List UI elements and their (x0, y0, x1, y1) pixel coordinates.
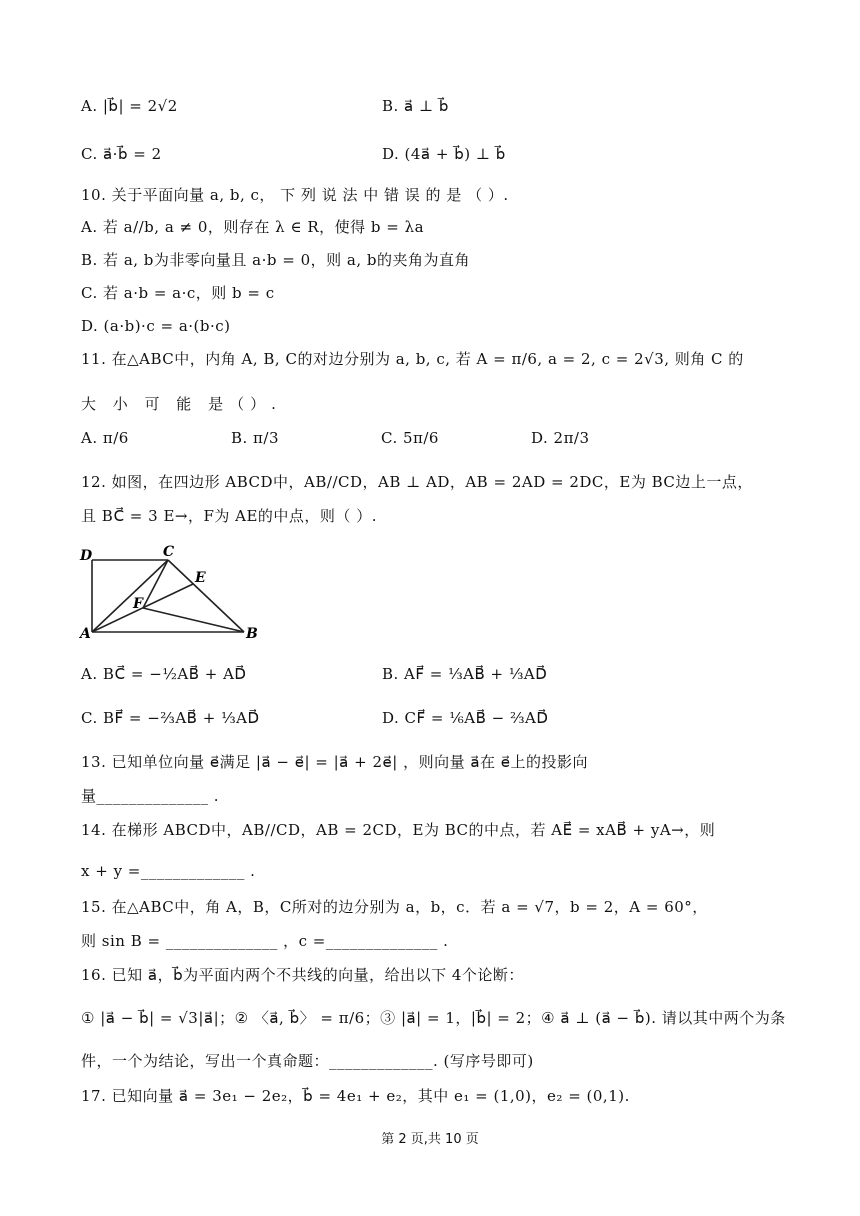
q9-option-c: C. a⃗·b⃗ = 2 (81, 145, 162, 163)
q12-stem: 12. 如图，在四边形 ABCD中，AB//CD，AB ⊥ AD，AB = 2AD = 2DC，E为 BC边上一点， (81, 473, 753, 491)
label-f: F (133, 596, 143, 612)
label-a: A (80, 626, 91, 642)
q16-stem-cont-2: 件，一个为结论，写出一个真命题：_____________. (写序号即可) (81, 1052, 534, 1070)
q16-stem: 16. 已知 a⃗，b⃗为平面内两个不共线的向量，给出以下 4个论断： (81, 966, 524, 984)
q11-option-c: C. 5π/6 (381, 429, 439, 447)
q11-stem: 11. 在△ABC中，内角 A, B, C的对边分别为 a, b, c, 若 A = π/6, a = 2, c = 2√3, 则角 C 的 (81, 350, 744, 368)
segment-fb (143, 608, 244, 632)
q9-option-d: D. (4a⃗ + b⃗) ⊥ b⃗ (382, 145, 506, 163)
label-b: B (246, 626, 258, 642)
q15-stem: 15. 在△ABC中，角 A，B，C所对的边分别为 a，b，c．若 a = √7，b = 2，A = 60°， (81, 898, 708, 916)
q10-option-b: B. 若 a, b为非零向量且 a·b = 0，则 a, b的夹角为直角 (81, 251, 470, 269)
quadrilateral-figure (78, 540, 268, 650)
q11-option-d: D. 2π/3 (531, 429, 590, 447)
q10-option-c: C. 若 a·b = a·c，则 b = c (81, 284, 275, 302)
q10-option-a: A. 若 a//b, a ≠ 0，则存在 λ ∈ R，使得 b = λa (81, 218, 425, 236)
q15-stem-cont: 则 sin B = ______________ ，c =______________ . (81, 932, 449, 950)
q11-option-b: B. π/3 (231, 429, 280, 447)
q12-option-a: A. BC⃗ = −½AB⃗ + AD⃗ (81, 665, 247, 683)
q12-stem-cont: 且 BC⃗ = 3 E→，F为 AE的中点，则（ ）. (81, 507, 377, 525)
q12-option-b: B. AF⃗ = ⅓AB⃗ + ⅓AD⃗ (382, 665, 548, 683)
q13-stem-cont: 量______________ . (81, 787, 220, 805)
q11-option-a: A. π/6 (81, 429, 129, 447)
q16-stem-cont: ① |a⃗ − b⃗| = √3|a⃗|；② 〈a⃗, b⃗〉 = π/6；③ |a⃗| = 1，|b⃗| = 2；④ a⃗ ⊥ (a⃗ − b⃗). 请以其中两个为条 (81, 1009, 786, 1027)
label-e: E (195, 570, 206, 586)
q12-option-d: D. CF⃗ = ⅙AB⃗ − ⅔AD⃗ (382, 709, 549, 727)
label-d: D (80, 548, 93, 564)
q10-stem: 10. 关于平面向量 a, b, c， 下 列 说 法 中 错 误 的 是 （ ）. (81, 186, 509, 204)
segment-cb (168, 560, 244, 632)
q17-stem: 17. 已知向量 a⃗ = 3e₁ − 2e₂，b⃗ = 4e₁ + e₂，其中 e₁ = (1,0)，e₂ = (0,1). (81, 1087, 630, 1105)
q10-option-d: D. (a·b)·c = a·(b·c) (81, 317, 231, 335)
q14-stem-cont: x + y =_____________ . (81, 862, 256, 880)
q9-option-a: A. |b⃗| = 2√2 (81, 97, 178, 115)
q9-option-b: B. a⃗ ⊥ b⃗ (382, 97, 449, 115)
segment-ac (92, 560, 168, 632)
label-c: C (163, 544, 175, 560)
segment-fc (143, 560, 168, 608)
page-number: 第 2 页,共 10 页 (381, 1132, 479, 1147)
q14-stem: 14. 在梯形 ABCD中，AB//CD，AB = 2CD，E为 BC的中点，若 AE⃗ = xAB⃗ + yA→，则 (81, 821, 716, 839)
q11-stem-cont: 大 小 可 能 是（）. (81, 395, 282, 413)
q13-stem: 13. 已知单位向量 e⃗满足 |a⃗ − e⃗| = |a⃗ + 2e⃗| ，则向量 a⃗在 e⃗上的投影向 (81, 753, 589, 771)
q12-option-c: C. BF⃗ = −⅔AB⃗ + ⅓AD⃗ (81, 709, 260, 727)
